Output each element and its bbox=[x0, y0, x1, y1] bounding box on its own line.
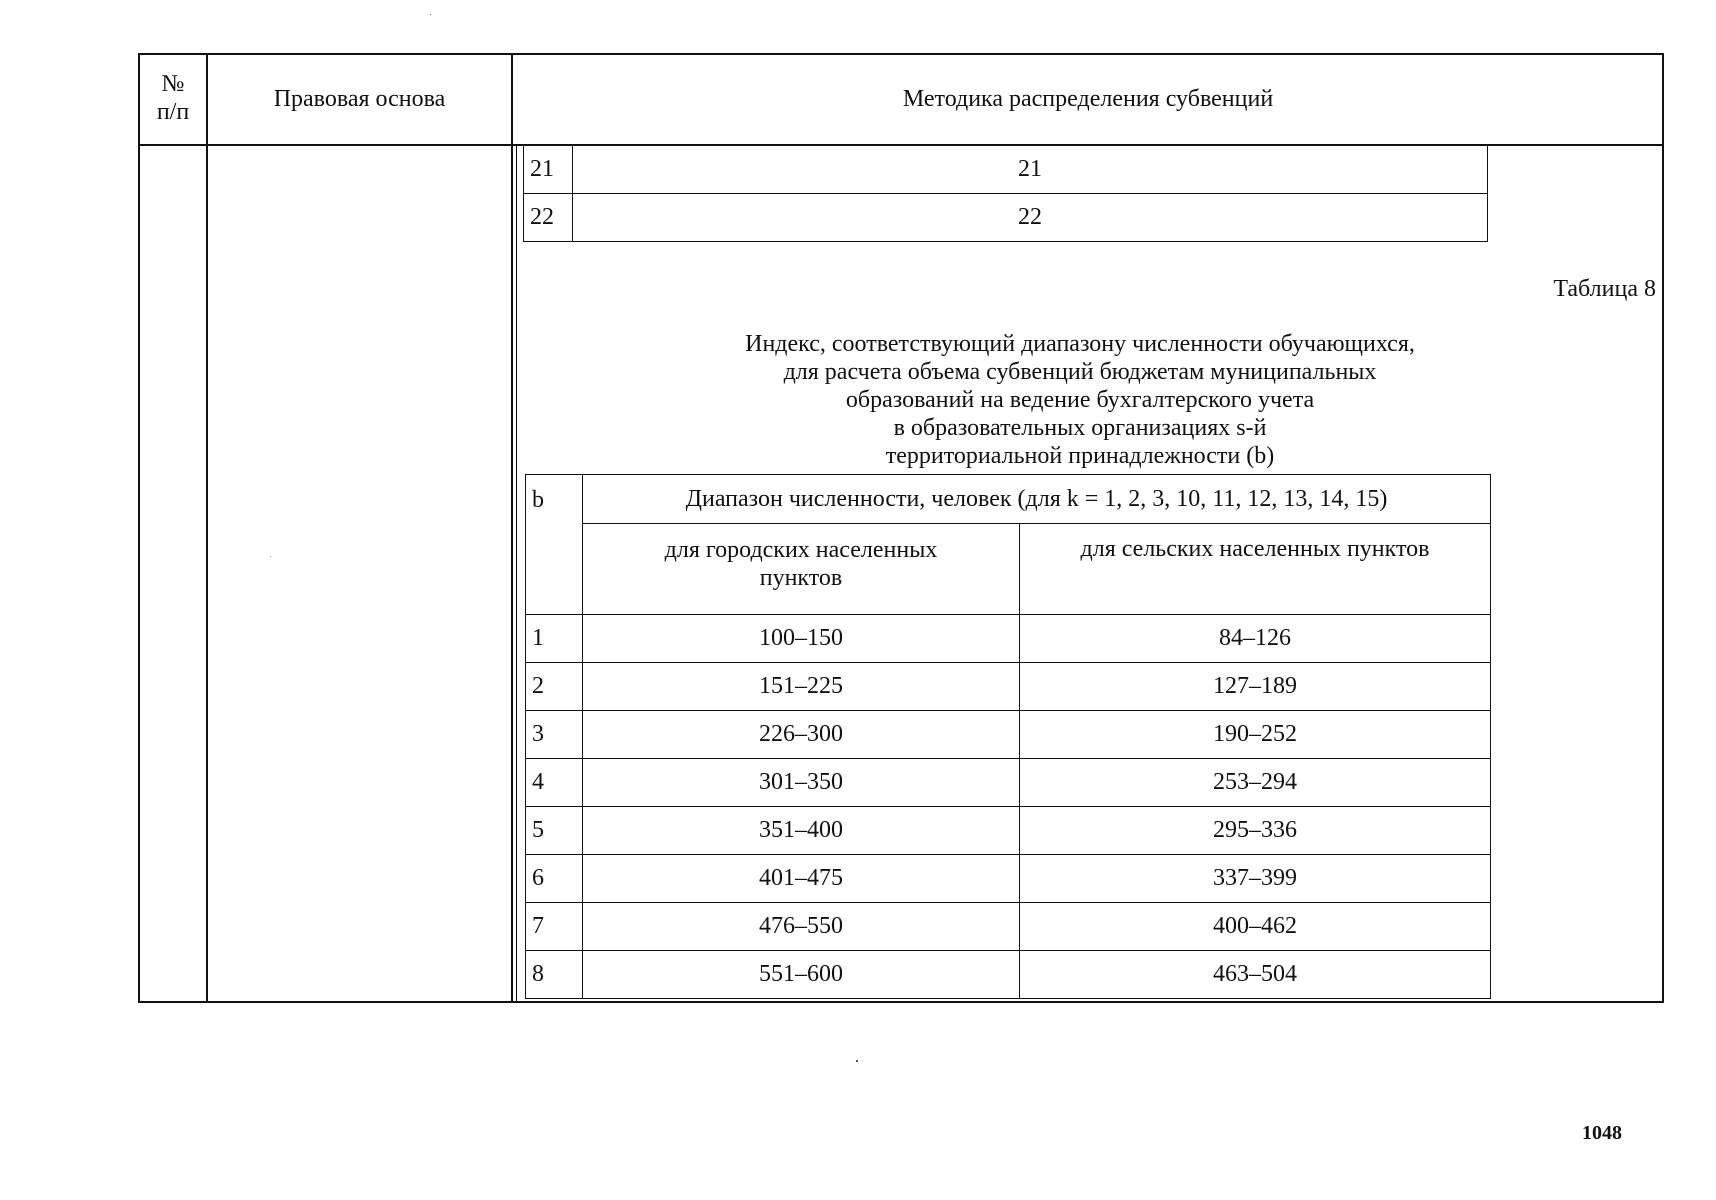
scan-speck bbox=[856, 1060, 858, 1062]
b-value-cell: 8 bbox=[526, 951, 583, 999]
scan-speck bbox=[430, 14, 431, 15]
table-row bbox=[524, 146, 1488, 194]
rural-range-cell: 127–189 bbox=[1020, 663, 1491, 711]
row-number-cell: 21 bbox=[524, 146, 573, 194]
col-divider-1 bbox=[206, 53, 208, 1003]
city-range-cell: 100–150 bbox=[583, 615, 1020, 663]
caption-line: образований на ведение бухгалтерского учета bbox=[845, 387, 1315, 413]
header-methodology bbox=[513, 84, 1663, 114]
header-legal-basis bbox=[208, 84, 511, 114]
caption-line: Индекс, соответствующий диапазону численности обучающихся, bbox=[745, 331, 1415, 357]
city-range-cell: 151–225 bbox=[583, 663, 1020, 711]
b-value-cell: 2 bbox=[526, 663, 583, 711]
header-b-cell: b bbox=[526, 475, 583, 615]
header-range-group: Диапазон численности, человек (для k = 1, 2, 3, 10, 11, 12, 13, 14, 15) bbox=[583, 475, 1491, 524]
table-row bbox=[526, 711, 1491, 759]
rural-range-cell: 84–126 bbox=[1020, 615, 1491, 663]
col-divider-2b bbox=[516, 145, 517, 1003]
b-value-cell: 6 bbox=[526, 855, 583, 903]
city-range-cell: 401–475 bbox=[583, 855, 1020, 903]
header-city-text: для городских населенных пунктов bbox=[664, 537, 938, 591]
header-legal-basis-text: Правовая основа bbox=[273, 86, 446, 112]
rural-range-cell: 295–336 bbox=[1020, 807, 1491, 855]
table-row bbox=[526, 807, 1491, 855]
caption-line: в образовательных организациях s-й bbox=[893, 415, 1267, 441]
city-range-cell: 476–550 bbox=[583, 903, 1020, 951]
table-header-row bbox=[526, 475, 1491, 524]
table-row bbox=[526, 663, 1491, 711]
row-number-cell: 22 bbox=[524, 194, 573, 242]
rural-range-cell: 337–399 bbox=[1020, 855, 1491, 903]
city-range-cell: 226–300 bbox=[583, 711, 1020, 759]
header-rural-cell: для сельских населенных пунктов bbox=[1020, 524, 1491, 615]
city-range-cell: 551–600 bbox=[583, 951, 1020, 999]
range-table bbox=[525, 474, 1491, 999]
table-row bbox=[526, 855, 1491, 903]
table-row bbox=[524, 194, 1488, 242]
caption-line: территориальной принадлежности (b) bbox=[885, 443, 1275, 469]
scan-speck bbox=[270, 556, 271, 557]
table-row bbox=[526, 903, 1491, 951]
caption-line: для расчета объема субвенций бюджетам муниципальных bbox=[783, 359, 1377, 385]
header-methodology-text: Методика распределения субвенций bbox=[902, 86, 1274, 112]
rural-range-cell: 463–504 bbox=[1020, 951, 1491, 999]
page-number: 1048 bbox=[1582, 1122, 1622, 1144]
table-row bbox=[526, 615, 1491, 663]
table-subheader-row bbox=[526, 524, 1491, 615]
continuation-table bbox=[523, 145, 1488, 242]
city-range-cell: 351–400 bbox=[583, 807, 1020, 855]
row-value-cell: 21 bbox=[573, 146, 1488, 194]
city-range-cell: 301–350 bbox=[583, 759, 1020, 807]
b-value-cell: 5 bbox=[526, 807, 583, 855]
b-value-cell: 1 bbox=[526, 615, 583, 663]
table-caption bbox=[660, 330, 1500, 470]
table-label: Таблица 8 bbox=[1553, 276, 1656, 302]
row-value-cell: 22 bbox=[573, 194, 1488, 242]
header-number-col bbox=[140, 70, 206, 126]
table-row bbox=[526, 951, 1491, 999]
b-value-cell: 3 bbox=[526, 711, 583, 759]
rural-range-cell: 190–252 bbox=[1020, 711, 1491, 759]
header-number-text: № п/п bbox=[156, 71, 190, 125]
col-divider-2 bbox=[511, 53, 513, 1003]
b-value-cell: 7 bbox=[526, 903, 583, 951]
header-city-cell bbox=[583, 524, 1020, 615]
table-row bbox=[526, 759, 1491, 807]
b-value-cell: 4 bbox=[526, 759, 583, 807]
rural-range-cell: 253–294 bbox=[1020, 759, 1491, 807]
rural-range-cell: 400–462 bbox=[1020, 903, 1491, 951]
